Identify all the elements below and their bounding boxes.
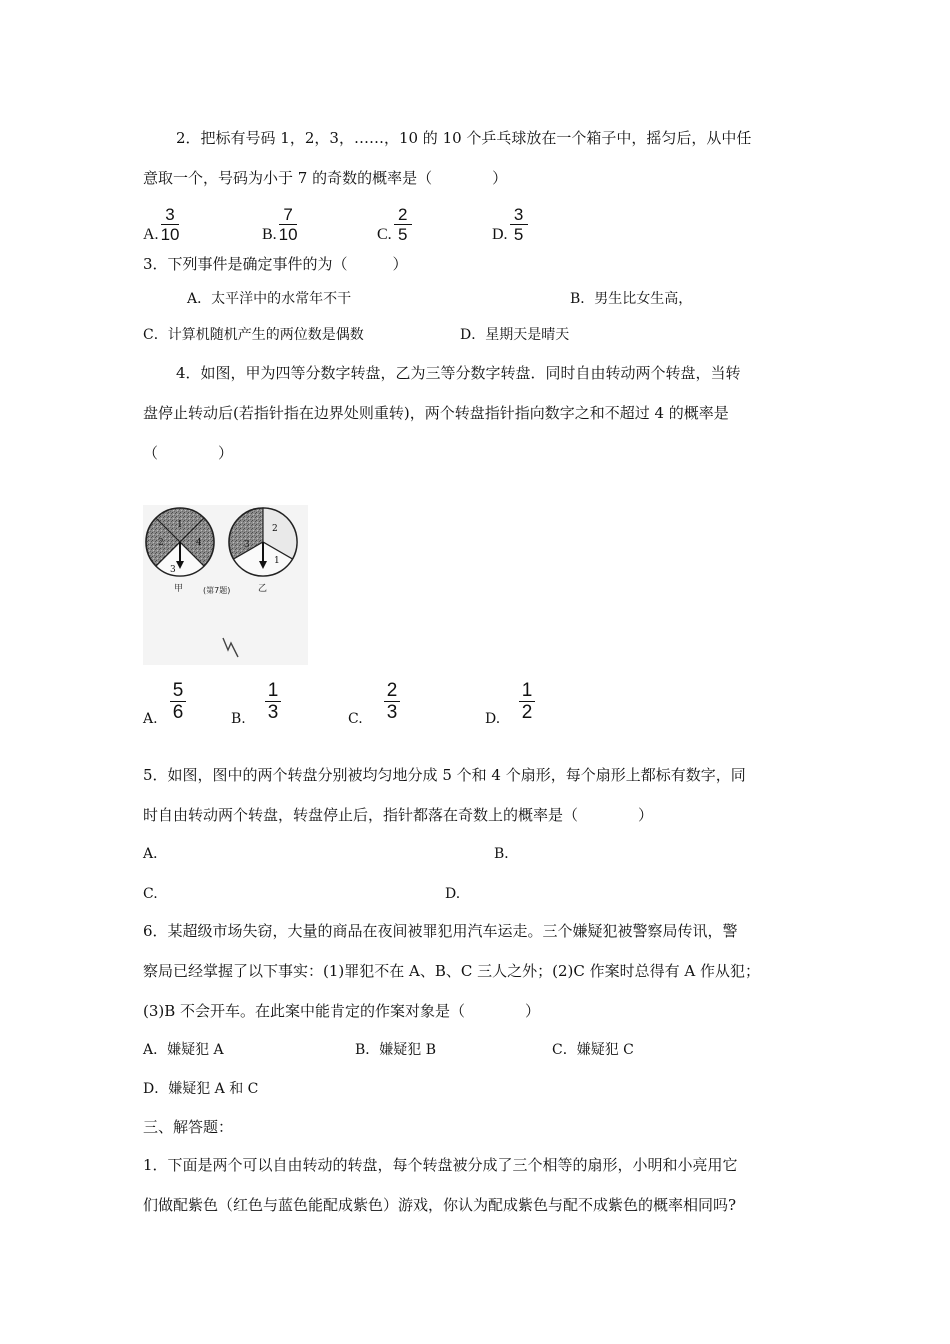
numerator: 3 xyxy=(165,205,175,224)
spinner-a-label: 甲 xyxy=(174,584,184,594)
numerator: 1 xyxy=(267,680,279,701)
spinner-a-number: 1 xyxy=(177,520,183,530)
q5-option-a[interactable]: A． xyxy=(143,846,168,862)
numerator: 2 xyxy=(397,205,408,224)
q2-line-1: 2．把标有号码 1，2，3，……，10 的 10 个乒乓球放在一个箱子中，摇匀后，从中任 xyxy=(176,129,752,147)
q3-option-b[interactable]: B．男生比女生高， xyxy=(570,291,693,307)
denominator: 10 xyxy=(160,225,180,244)
q5-option-d[interactable]: D. xyxy=(445,886,461,902)
figure-caption: (第7题) xyxy=(203,586,231,595)
spinner-b-number: 1 xyxy=(274,556,280,566)
q3-option-a[interactable]: A．太平洋中的水常年不干 xyxy=(187,291,352,307)
q4-option-a-label[interactable]: A. xyxy=(143,711,158,727)
q4-option-d-label[interactable]: D. xyxy=(485,711,501,727)
denominator: 2 xyxy=(521,702,533,723)
s3-q1-line-1: 1．下面是两个可以自由转动的转盘，每个转盘被分成了三个相等的扇形，小明和小亮用它 xyxy=(143,1156,738,1174)
denominator: 3 xyxy=(386,702,398,723)
q4-line-1: 4．如图，甲为四等分数字转盘，乙为三等分数字转盘．同时自由转动两个转盘，当转 xyxy=(176,364,741,382)
q3-stem: 3．下列事件是确定事件的为（ ） xyxy=(143,255,408,273)
option-label: A. xyxy=(143,226,159,243)
numerator: 5 xyxy=(172,680,184,701)
spinner-b-label: 乙 xyxy=(258,584,268,594)
spinner-figure xyxy=(143,505,308,665)
option-label: D. xyxy=(492,226,508,243)
q4-option-d-fraction xyxy=(519,680,535,723)
numerator: 3 xyxy=(513,205,524,224)
spinner-a-number: 2 xyxy=(158,538,164,548)
q6-option-d[interactable]: D．嫌疑犯 A 和 C xyxy=(143,1081,259,1097)
q5-line-1: 5．如图，图中的两个转盘分别被均匀地分成 5 个和 4 个扇形，每个扇形上都标有数字，同 xyxy=(143,766,746,784)
section-heading: 三、解答题： xyxy=(143,1118,234,1136)
q4-option-b-label[interactable]: B. xyxy=(231,711,246,727)
numerator: 1 xyxy=(521,680,533,701)
q3-option-d[interactable]: D．星期天是晴天 xyxy=(460,327,570,343)
q6-line-1: 6．某超级市场失窃，大量的商品在夜间被罪犯用汽车运走。三个嫌疑犯被警察局传讯，警 xyxy=(143,922,738,940)
option-label: B. xyxy=(262,226,277,243)
denominator: 6 xyxy=(172,702,184,723)
denominator: 3 xyxy=(267,702,279,723)
q6-option-a[interactable]: A．嫌疑犯 A xyxy=(143,1042,224,1058)
denominator: 5 xyxy=(513,225,524,244)
q6-line-3: (3)B 不会开车。在此案中能肯定的作案对象是（ ） xyxy=(143,1002,541,1020)
q4-line-2: 盘停止转动后(若指针指在边界处则重转)，两个转盘指针指向数字之和不超过 4 的概率是 xyxy=(143,404,729,422)
q6-line-2: 察局已经掌握了以下事实：(1)罪犯不在 A、B、C 三人之外；(2)C 作案时总得有 A 作从犯； xyxy=(143,962,760,980)
q3-option-c[interactable]: C．计算机随机产生的两位数是偶数 xyxy=(143,327,364,343)
q2-option-b[interactable] xyxy=(262,205,298,244)
q5-option-b[interactable]: B． xyxy=(494,846,519,862)
q5-option-c[interactable]: C. xyxy=(143,886,158,902)
denominator: 10 xyxy=(278,225,298,244)
q2-option-d[interactable] xyxy=(492,205,528,244)
spinner-a xyxy=(146,508,214,576)
spinner-b-number: 2 xyxy=(272,524,278,534)
spinner-a-number: 4 xyxy=(196,538,202,548)
q4-line-3: （ ） xyxy=(143,444,234,462)
numerator: 7 xyxy=(283,205,293,224)
q2-line-2: 意取一个，号码为小于 7 的奇数的概率是（ ） xyxy=(143,169,508,187)
q5-line-2: 时自由转动两个转盘，转盘停止后，指针都落在奇数上的概率是（ ） xyxy=(143,806,654,824)
q4-option-c-label[interactable]: C. xyxy=(348,711,363,727)
q2-option-a[interactable] xyxy=(143,205,179,244)
denominator: 5 xyxy=(397,225,408,244)
spinner-b xyxy=(229,508,297,576)
option-label: C. xyxy=(377,226,392,243)
q4-option-b-fraction xyxy=(265,680,281,723)
q4-option-c-fraction xyxy=(384,680,400,723)
s3-q1-line-2: 们做配紫色（红色与蓝色能配成紫色）游戏，你认为配成紫色与配不成紫色的概率相同吗? xyxy=(143,1196,737,1214)
spinner-a-number: 3 xyxy=(170,565,176,575)
q2-option-c[interactable] xyxy=(377,205,412,244)
numerator: 2 xyxy=(386,680,398,701)
q6-option-b[interactable]: B．嫌疑犯 B xyxy=(355,1042,437,1058)
spinner-b-number: 3 xyxy=(244,540,250,550)
q6-option-c[interactable]: C．嫌疑犯 C xyxy=(552,1042,634,1058)
q4-option-a-fraction xyxy=(170,680,186,723)
